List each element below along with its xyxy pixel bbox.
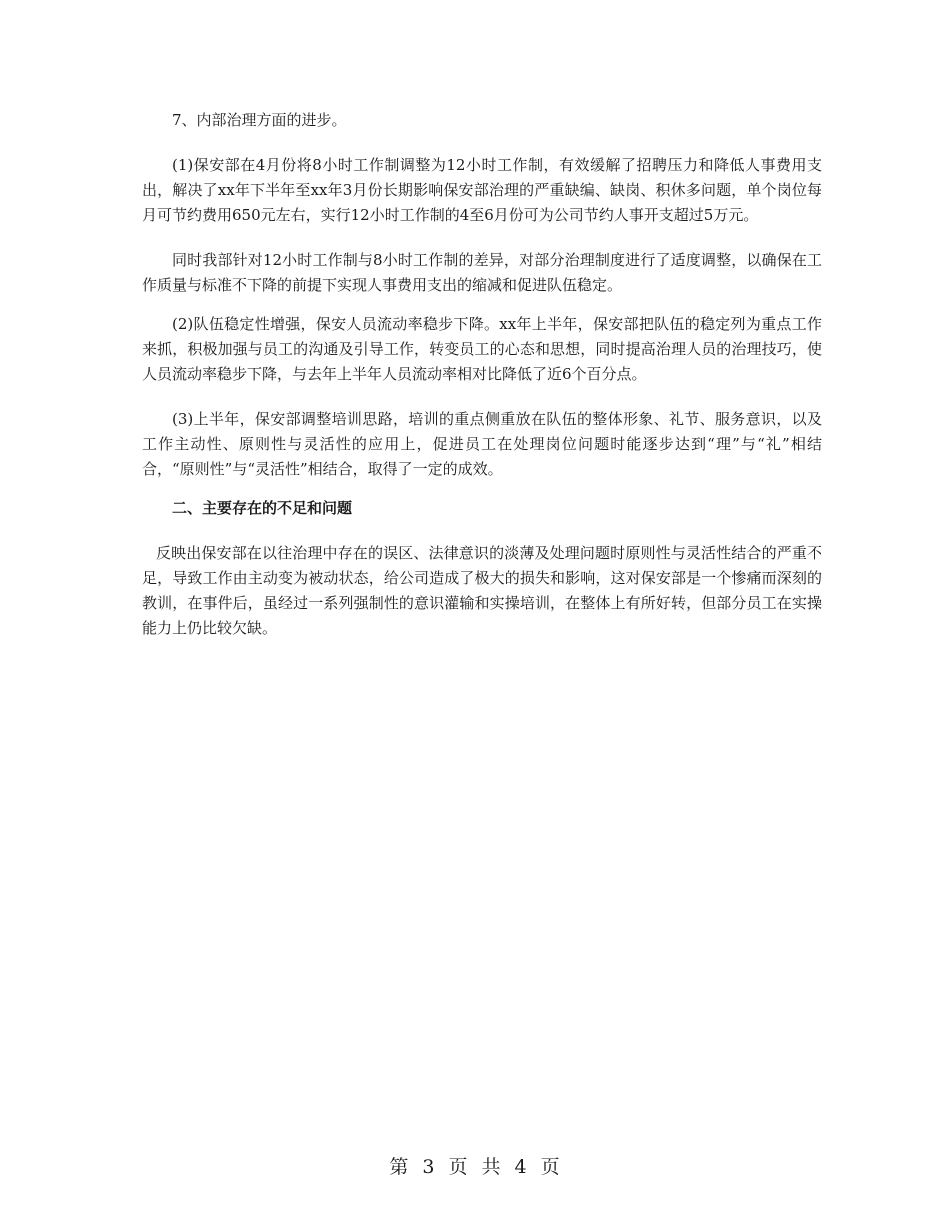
document-body <box>142 108 822 641</box>
paragraph-system-adjustment: 同时我部针对12小时工作制与8小时工作制的差异，对部分治理制度进行了适度调整，以确保在工作质量与标准不下降的前提下实现人事费用支出的缩减和促进队伍稳定。 <box>142 251 822 294</box>
paragraph-working-hours: (1)保安部在4月份将8小时工作制调整为12小时工作制，有效缓解了招聘压力和降低人事费用支出，解决了xx年下半年至xx年3月份长期影响保安部治理的严重缺编、缺岗、积休多问题，单个岗位每月可节约费用650元左右，实行12小时工作制的4至6月份可为公司节约人事开支超过5万元。 <box>142 156 822 224</box>
paragraph-shortcomings: 反映出保安部在以往治理中存在的误区、法律意识的淡薄及处理问题时原则性与灵活性结合的严重不足，导致工作由主动变为被动状态，给公司造成了极大的损失和影响，这对保安部是一个惨痛而深刻的教训，在事件后，虽经过一系列强制性的意识灌输和实操培训，在整体上有所好转，但部分员工在实操能力上仍比较欠缺。 <box>142 544 822 637</box>
section-7-heading: 7、内部治理方面的进步。 <box>172 111 347 129</box>
paragraph-team-stability: (2)队伍稳定性增强，保安人员流动率稳步下降。xx年上半年，保安部把队伍的稳定列为重点工作来抓，积极加强与员工的沟通及引导工作，转变员工的心态和思想，同时提高治理人员的治理技巧，使人员流动率稳步下降，与去年上半年人员流动率相对比降低了近6个百分点。 <box>142 315 822 383</box>
paragraph-training: (3)上半年，保安部调整培训思路，培训的重点侧重放在队伍的整体形象、礼节、服务意识，以及工作主动性、原则性与灵活性的应用上，促进员工在处理岗位问题时能逐步达到“理”与“礼”相结合，“原则性”与“灵活性”相结合，取得了一定的成效。 <box>142 410 822 478</box>
page-number-footer: 第 3 页 共 4 页 <box>389 1156 561 1178</box>
section-2-heading: 二、主要存在的不足和问题 <box>172 499 353 517</box>
